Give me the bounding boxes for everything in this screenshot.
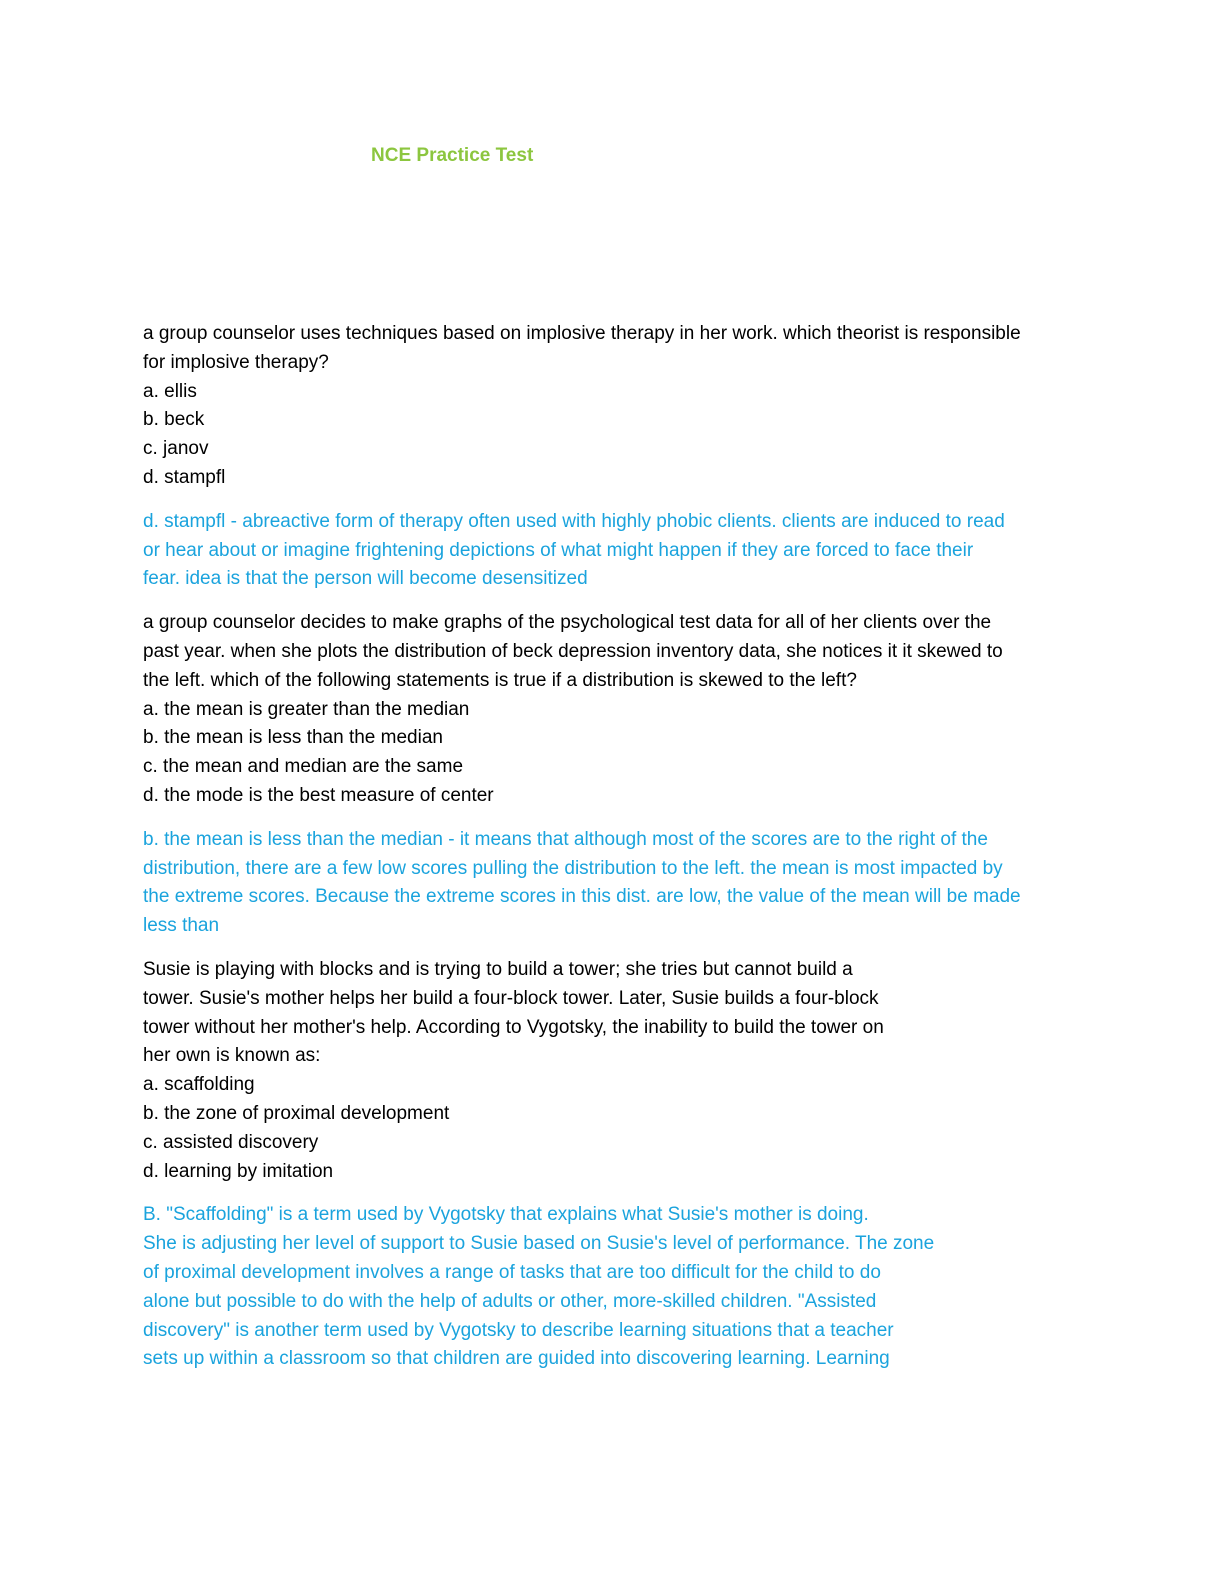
answer-2-line-2: distribution, there are a few low scores pulling the distribution to the left. the mean is most impacted by — [143, 857, 1003, 879]
question-3 — [143, 956, 1083, 1186]
answer-1 — [143, 508, 1083, 594]
answer-3-line-4: alone but possible to do with the help of adults or other, more-skilled children. "Assisted — [143, 1290, 877, 1312]
answer-3-line-6: sets up within a classroom so that children are guided into discovering learning. Learning — [143, 1348, 890, 1370]
question-2-stem-line-3: the left. which of the following statements is true if a distribution is skewed to the left? — [143, 669, 857, 691]
paragraph-spacer — [143, 1186, 1083, 1201]
question-2-option-b: b. the mean is less than the median — [143, 727, 443, 749]
paragraph-spacer — [143, 594, 1083, 609]
question-2 — [143, 609, 1083, 811]
question-3-option-d: d. learning by imitation — [143, 1160, 334, 1182]
question-2-option-d: d. the mode is the best measure of center — [143, 784, 494, 806]
answer-3-line-5: discovery" is another term used by Vygotsky to describe learning situations that a teacher — [143, 1319, 894, 1341]
page-title: NCE Practice Test — [371, 145, 534, 166]
question-3-option-a: a. scaffolding — [143, 1074, 255, 1096]
question-3-stem-line-2: tower. Susie's mother helps her build a four-block tower. Later, Susie builds a four-block — [143, 987, 879, 1009]
answer-3-line-2: She is adjusting her level of support to Susie based on Susie's level of performance. The zone — [143, 1233, 935, 1255]
question-3-stem-line-3: tower without her mother's help. According to Vygotsky, the inability to build the tower on — [143, 1016, 884, 1038]
question-2-stem-line-1: a group counselor decides to make graphs of the psychological test data for all of her clients over the — [143, 612, 992, 634]
question-1-stem-line-1: a group counselor uses techniques based on implosive therapy in her work. which theorist is responsible — [143, 323, 1021, 344]
question-1 — [143, 320, 1083, 493]
document-body — [143, 320, 1083, 1374]
paragraph-spacer — [143, 941, 1083, 956]
answer-2-line-1: b. the mean is less than the median - it means that although most of the scores are to the right of the — [143, 828, 988, 850]
question-2-option-a: a. the mean is greater than the median — [143, 698, 470, 720]
answer-1-line-1: d. stampfl - abreactive form of therapy often used with highly phobic clients. clients are induced to read — [143, 510, 1005, 532]
question-2-stem-line-2: past year. when she plots the distribution of beck depression inventory data, she notices it it skewed to — [143, 640, 1003, 662]
answer-2-line-3: the extreme scores. Because the extreme scores in this dist. are low, the value of the mean will be made — [143, 886, 1021, 908]
question-1-option-b: b. beck — [143, 409, 205, 431]
answer-3-line-1: B. "Scaffolding" is a term used by Vygotsky that explains what Susie's mother is doing. — [143, 1204, 869, 1226]
question-1-option-c: c. janov — [143, 438, 209, 460]
question-3-option-b: b. the zone of proximal development — [143, 1102, 450, 1124]
answer-1-line-2: or hear about or imagine frightening depictions of what might happen if they are forced to face their — [143, 539, 974, 561]
answer-1-line-3: fear. idea is that the person will become desensitized — [143, 568, 588, 590]
paragraph-spacer — [143, 811, 1083, 826]
question-3-stem-line-1: Susie is playing with blocks and is trying to build a tower; she tries but cannot build a — [143, 958, 853, 980]
answer-2-line-4: less than — [143, 915, 220, 937]
question-3-option-c: c. assisted discovery — [143, 1131, 319, 1153]
question-2-option-c: c. the mean and median are the same — [143, 756, 464, 778]
paragraph-spacer — [143, 493, 1083, 508]
question-1-option-d: d. stampfl — [143, 466, 226, 488]
question-3-stem-line-4: her own is known as: — [143, 1045, 321, 1067]
answer-3-line-3: of proximal development involves a range of tasks that are too difficult for the child to do — [143, 1261, 881, 1283]
question-1-option-a: a. ellis — [143, 380, 197, 402]
question-1-stem-line-2: for implosive therapy? — [143, 351, 329, 373]
answer-3 — [143, 1201, 1083, 1374]
answer-2 — [143, 826, 1083, 941]
